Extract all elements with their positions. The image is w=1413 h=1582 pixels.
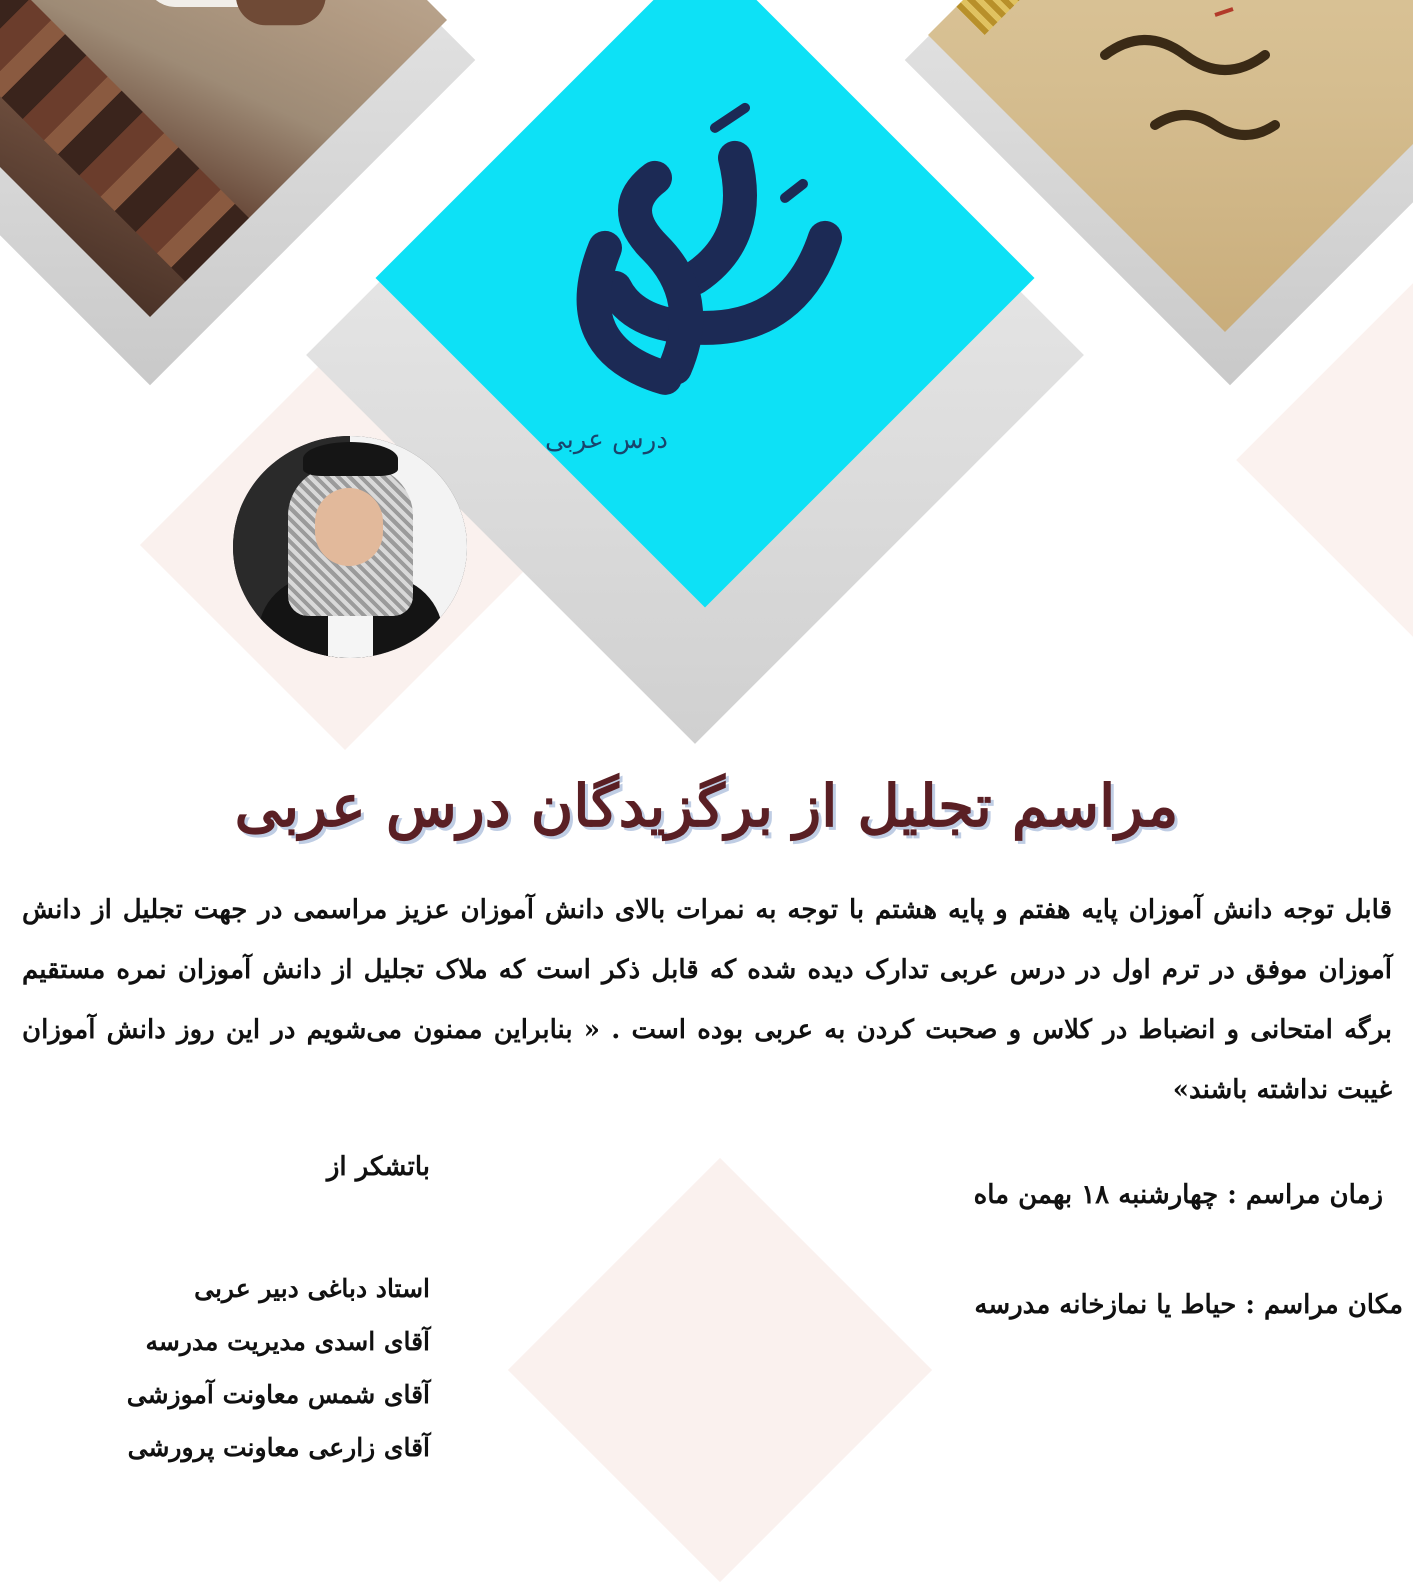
thanks-person: آقای شمس معاونت آموزشی — [126, 1380, 430, 1409]
event-time: زمان مراسم : چهارشنبه ۱۸ بهمن ماه — [973, 1180, 1383, 1210]
event-place: مکان مراسم : حیاط یا نمازخانه مدرسه — [974, 1290, 1403, 1320]
thanks-person: استاد دباغی دبیر عربی — [194, 1274, 430, 1303]
thanks-heading: باتشکر از — [326, 1152, 430, 1182]
avatar-agal — [303, 442, 398, 476]
horse-shape — [236, 0, 326, 25]
avatar-face — [315, 488, 383, 566]
page-title: مراسم تجلیل از برگزیدگان درس عربی — [234, 772, 1179, 840]
thanks-list — [20, 1262, 430, 1474]
announcement-body: قابل توجه دانش آموزان پایه هفتم و پایه هشتم با توجه به نمرات بالای دانش آموزان عزیز مراسمی در جهت تجلیل از دانش آموزان موفق در ترم اول در درس عربی تدارک دیده شده که قابل ذکر است که ملاک تجلیل از دانش آموزان نمره مستقیم برگه امتحانی و انضباط در کلاس و صحبت کردن به عربی بوده است . « بنابراین ممنون می‌شویم در این روز دانش آموزان غیبت نداشته باشند» — [22, 895, 1392, 1105]
teacher-avatar — [233, 436, 467, 658]
decor-diamond-pink-bottom — [508, 1158, 932, 1582]
thanks-person: آقای اسدی مدیریت مدرسه — [145, 1327, 430, 1356]
calligraphy-small-text: درس عربی — [545, 424, 668, 455]
thanks-person: آقای زارعی معاونت پرورشی — [127, 1433, 430, 1462]
